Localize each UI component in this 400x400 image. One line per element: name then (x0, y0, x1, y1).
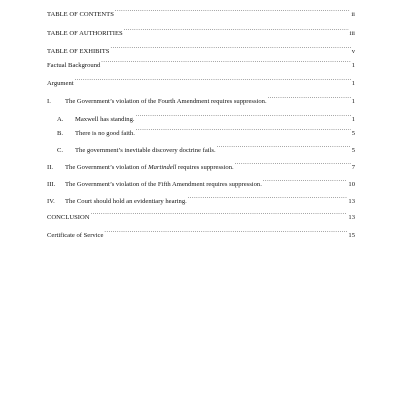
toc-entry-table-of-contents (47, 7, 355, 19)
toc-entry-number: IV. (47, 198, 55, 205)
toc-entry-page: 7 (351, 164, 355, 171)
toc-entry-section-iv (47, 194, 355, 206)
toc-entry-table-of-authorities (47, 26, 355, 38)
dot-leader (188, 194, 348, 203)
toc-entry-label: There is no good faith. (75, 130, 135, 137)
dot-leader (75, 76, 351, 85)
dot-leader (263, 177, 348, 186)
dot-leader (217, 143, 351, 152)
toc-entry-label: The Government’s violation of the Fifth Amendment requires suppression. (65, 181, 262, 188)
toc-entry-section-iii (47, 177, 355, 189)
toc-entry-label-post: requires suppression. (176, 164, 234, 171)
toc-entry-number: B. (57, 130, 64, 137)
toc-entry-label: TABLE OF CONTENTS (47, 11, 114, 18)
dot-leader (110, 44, 350, 53)
toc-entry-section-i (47, 94, 355, 106)
toc-entry-number: C. (57, 147, 64, 154)
toc-entry-number: II. (47, 164, 54, 171)
toc-entry-argument (47, 76, 355, 88)
dot-leader (136, 112, 351, 121)
toc-entry-page: iii (349, 30, 355, 37)
toc-entry-label: The government’s inevitable discovery doctrine fails. (75, 147, 216, 154)
toc-entry-page: 1 (351, 80, 355, 87)
toc-entry-page: 1 (351, 98, 355, 105)
toc-entry-page: 1 (351, 116, 355, 123)
dot-leader (268, 94, 351, 103)
toc-entry-table-of-exhibits (47, 44, 355, 56)
toc-entry-page: 1 (351, 62, 355, 69)
toc-entry-label: Certificate of Service (47, 232, 104, 239)
toc-entry-number: I. (47, 98, 51, 105)
toc-entry-label: The Court should hold an evidentiary hearing. (65, 198, 187, 205)
toc-entry-number: III. (47, 181, 56, 188)
toc-entry-label: Factual Background (47, 62, 101, 69)
toc-entry-label: Maxwell has standing. (75, 116, 135, 123)
dot-leader (91, 210, 348, 219)
toc-entry-section-i-a (57, 112, 355, 124)
toc-entry-section-i-c (57, 143, 355, 155)
toc-entry-section-ii (47, 160, 355, 172)
toc-entry-label: TABLE OF EXHIBITS (47, 48, 110, 55)
toc-entry-page: 15 (348, 232, 355, 239)
toc-entry-label-italic: Martindell (148, 164, 177, 171)
toc-entry-page: 10 (348, 181, 355, 188)
toc-entry-label: The Government’s violation of the Fourth Amendment requires suppression. (65, 98, 267, 105)
dot-leader (235, 160, 351, 169)
toc-entry-label: Argument (47, 80, 74, 87)
dot-leader (124, 26, 349, 35)
toc-entry-page: 5 (351, 130, 355, 137)
toc-entry-page: 13 (348, 198, 355, 205)
toc-entry-page: ii (351, 11, 355, 18)
toc-entry-conclusion (47, 210, 355, 222)
dot-leader (115, 7, 350, 16)
dot-leader (101, 58, 350, 67)
dot-leader (104, 228, 347, 237)
toc-entry-page: 13 (348, 214, 355, 221)
toc-entry-page: 5 (351, 147, 355, 154)
toc-entry-section-i-b (57, 126, 355, 138)
toc-entry-certificate-of-service (47, 228, 355, 240)
toc-entry-label: CONCLUSION (47, 214, 90, 221)
dot-leader (136, 126, 351, 135)
toc-entry-label-pre: The Government’s violation of (65, 164, 149, 171)
toc-entry-page: v (351, 48, 355, 55)
toc-entry-number: A. (57, 116, 64, 123)
toc-entry-factual-background (47, 58, 355, 70)
toc-entry-label: TABLE OF AUTHORITIES (47, 30, 123, 37)
